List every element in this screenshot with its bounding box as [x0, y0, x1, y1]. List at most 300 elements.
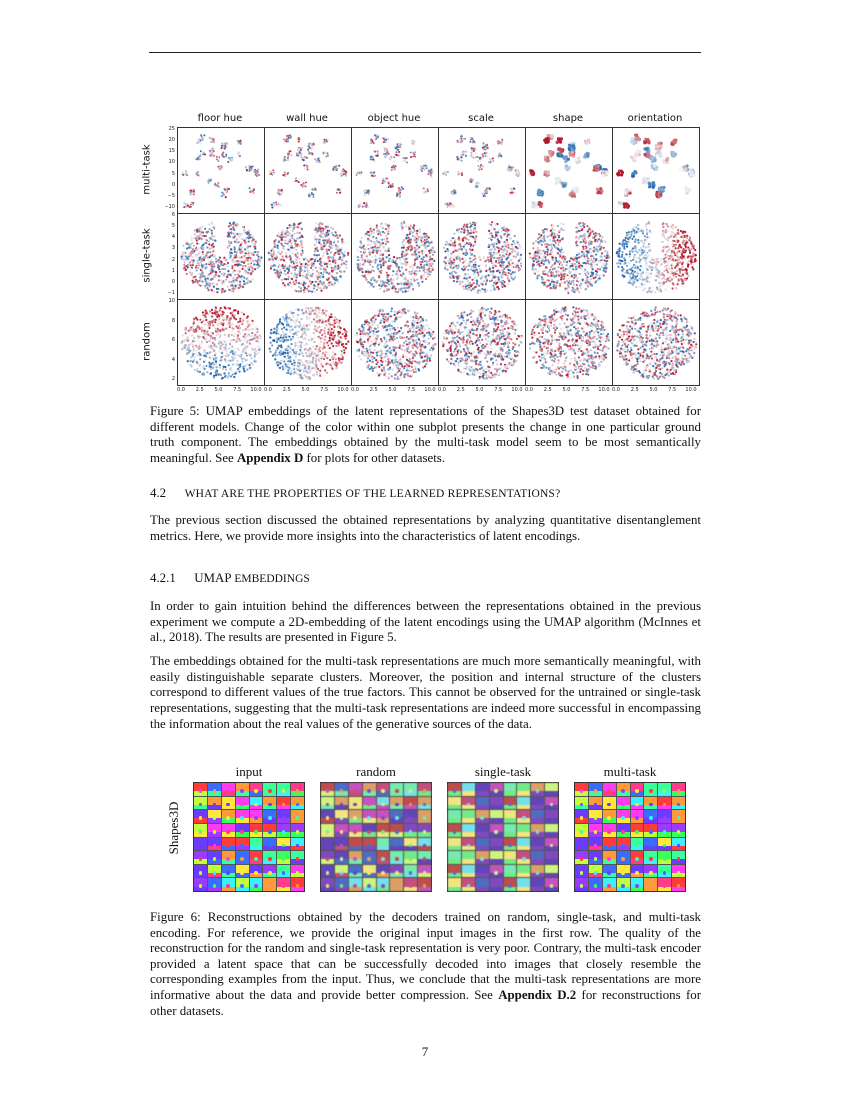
scatter-point: [315, 274, 317, 276]
scatter-point: [294, 269, 296, 271]
scatter-point: [571, 263, 573, 265]
scatter-point: [577, 156, 580, 159]
scatter-point: [327, 283, 329, 285]
scatter-point: [396, 192, 398, 194]
scatter-point: [183, 202, 185, 204]
scatter-point: [512, 271, 514, 273]
scatter-point: [458, 173, 460, 175]
scatter-point: [311, 193, 313, 195]
scatter-point: [374, 160, 376, 162]
scatter-point: [447, 254, 449, 256]
scatter-point: [303, 291, 305, 293]
scatter-point: [480, 277, 482, 279]
scatter-point: [432, 247, 434, 249]
scatter-point: [388, 288, 390, 290]
scatter-point: [464, 225, 466, 227]
scatter-point: [567, 290, 569, 292]
scatter-point: [483, 146, 485, 148]
scatter-point: [386, 148, 388, 150]
scatter-point: [378, 231, 380, 233]
scatter-point: [207, 282, 209, 284]
scatter-point: [213, 235, 215, 237]
scatter-point: [289, 224, 291, 226]
scatter-point: [364, 246, 366, 248]
column-title: scale: [468, 113, 494, 124]
scatter-point: [588, 260, 590, 262]
scatter-point: [225, 151, 227, 153]
scatter-point: [586, 279, 588, 281]
scatter-point: [224, 154, 226, 156]
scatter-point: [488, 252, 490, 254]
scatter-point: [397, 286, 399, 288]
scatter-point: [453, 272, 455, 274]
scatter-point: [214, 254, 216, 256]
scatter-point: [500, 275, 502, 277]
y-tick-label: 2: [171, 256, 175, 263]
scatter-point: [427, 241, 429, 243]
scatter-point: [403, 157, 405, 159]
scatter-point: [498, 250, 500, 252]
scatter-point: [601, 174, 604, 177]
scatter-point: [655, 147, 658, 150]
scatter-point: [498, 229, 500, 231]
scatter-point: [388, 186, 390, 188]
scatter-point: [446, 269, 448, 271]
scatter-point: [419, 228, 421, 230]
scatter-point: [419, 270, 421, 272]
scatter-point: [474, 286, 476, 288]
scatter-point: [416, 230, 418, 232]
scatter-point: [474, 257, 476, 259]
scatter-point: [369, 253, 371, 255]
scatter-point: [474, 261, 476, 263]
scatter-point: [194, 229, 196, 231]
scatter-point: [475, 152, 477, 154]
scatter-point: [332, 234, 334, 236]
scatter-point: [228, 245, 230, 247]
scatter-point: [453, 280, 455, 282]
scatter-point: [214, 240, 216, 242]
scatter-point: [301, 228, 303, 230]
scatter-point: [487, 256, 489, 258]
scatter-point: [416, 270, 418, 272]
scatter-point: [496, 270, 498, 272]
scatter-point: [234, 285, 236, 287]
scatter-point: [252, 244, 254, 246]
scatter-point: [474, 277, 476, 279]
scatter-point: [463, 231, 465, 233]
scatter-point: [211, 232, 213, 234]
scatter-point: [411, 253, 413, 255]
scatter-point: [488, 260, 490, 262]
scatter-point: [385, 154, 387, 156]
scatter-point: [367, 268, 369, 270]
scatter-point: [241, 275, 243, 277]
scatter-point: [345, 267, 347, 269]
scatter-point: [328, 245, 330, 247]
scatter-point: [196, 255, 198, 257]
scatter-point: [373, 229, 375, 231]
scatter-point: [312, 273, 314, 275]
scatter-point: [340, 270, 342, 272]
scatter-point: [195, 265, 197, 267]
scatter-point: [276, 265, 278, 267]
scatter-point: [323, 268, 325, 270]
scatter-point: [572, 146, 575, 149]
scatter-point: [307, 278, 309, 280]
scatter-point: [371, 175, 373, 177]
scatter-point: [239, 271, 241, 273]
scatter-point: [390, 279, 392, 281]
scatter-point: [405, 283, 407, 285]
scatter-point: [369, 244, 371, 246]
scatter-point: [601, 236, 603, 238]
scatter-point: [388, 259, 390, 261]
scatter-point: [217, 185, 219, 187]
scatter-point: [458, 237, 460, 239]
scatter-point: [380, 259, 382, 261]
scatter-point: [299, 247, 301, 249]
scatter-point: [406, 161, 408, 163]
scatter-point: [284, 273, 286, 275]
scatter-point: [238, 241, 240, 243]
scatter-point: [432, 254, 434, 256]
umap-panel: [438, 127, 526, 214]
scatter-point: [631, 141, 634, 144]
scatter-point: [307, 168, 309, 170]
scatter-point: [504, 233, 506, 235]
scatter-point: [247, 267, 249, 269]
scatter-point: [498, 153, 500, 155]
scatter-point: [452, 204, 454, 206]
scatter-point: [391, 169, 393, 171]
scatter-point: [330, 226, 332, 228]
scatter-point: [337, 280, 339, 282]
scatter-point: [357, 248, 359, 250]
scatter-point: [385, 240, 387, 242]
scatter-point: [238, 266, 240, 268]
scatter-point: [242, 277, 244, 279]
scatter-point: [473, 264, 475, 266]
scatter-point: [372, 266, 374, 268]
scatter-point: [194, 233, 196, 235]
scatter-point: [211, 283, 213, 285]
scatter-point: [472, 236, 474, 238]
scatter-point: [489, 249, 491, 251]
scatter-point: [278, 190, 280, 192]
scatter-point: [484, 280, 486, 282]
scatter-point: [457, 230, 459, 232]
scatter-point: [415, 273, 417, 275]
scatter-point: [556, 179, 559, 182]
scatter-point: [286, 243, 288, 245]
scatter-point: [517, 174, 519, 176]
scatter-point: [470, 252, 472, 254]
scatter-point: [387, 276, 389, 278]
scatter-point: [406, 234, 408, 236]
scatter-point: [236, 238, 238, 240]
scatter-point: [238, 275, 240, 277]
scatter-point: [320, 243, 322, 245]
scatter-point: [368, 260, 370, 262]
scatter-point: [209, 248, 211, 250]
scatter-point: [240, 244, 242, 246]
scatter-point: [186, 273, 188, 275]
scatter-point: [386, 237, 388, 239]
scatter-point: [603, 269, 605, 271]
scatter-point: [190, 274, 192, 276]
scatter-point: [190, 239, 192, 241]
scatter-point: [412, 152, 414, 154]
scatter-point: [314, 235, 316, 237]
scatter-point: [314, 259, 316, 261]
scatter-point: [594, 167, 597, 170]
scatter-point: [239, 257, 241, 259]
scatter-point: [508, 262, 510, 264]
scatter-point: [466, 242, 468, 244]
scatter-point: [464, 244, 466, 246]
scatter-point: [463, 138, 465, 140]
scatter-point: [462, 262, 464, 264]
scatter-point: [296, 232, 298, 234]
scatter-point: [257, 267, 259, 269]
scatter-point: [289, 150, 291, 152]
scatter-point: [230, 232, 232, 234]
scatter-point: [307, 269, 309, 271]
scatter-point: [519, 247, 521, 249]
scatter-point: [423, 264, 425, 266]
scatter-point: [204, 228, 206, 230]
scatter-point: [289, 281, 291, 283]
scatter-point: [287, 151, 289, 153]
scatter-point: [368, 251, 370, 253]
scatter-point: [506, 265, 508, 267]
scatter-point: [546, 254, 548, 256]
scatter-point: [291, 225, 293, 227]
scatter-point: [315, 267, 317, 269]
scatter-point: [208, 240, 210, 242]
scatter-point: [401, 262, 403, 264]
scatter-point: [326, 141, 328, 143]
scatter-point: [313, 262, 315, 264]
scatter-point: [466, 257, 468, 259]
scatter-point: [564, 273, 566, 275]
scatter-point: [512, 278, 514, 280]
scatter-point: [563, 184, 566, 187]
umap-panel: [525, 127, 613, 214]
scatter-point: [205, 242, 207, 244]
scatter-point: [255, 171, 257, 173]
scatter-point: [411, 248, 413, 250]
scatter-point: [478, 183, 480, 185]
umap-panel: [351, 127, 439, 214]
scatter-point: [202, 248, 204, 250]
y-tick-label: 15: [168, 148, 175, 155]
scatter-point: [576, 284, 578, 286]
scatter-point: [208, 223, 210, 225]
scatter-point: [379, 271, 381, 273]
scatter-point: [471, 246, 473, 248]
scatter-point: [501, 245, 503, 247]
scatter-point: [339, 192, 341, 194]
scatter-point: [192, 256, 194, 258]
scatter-point: [219, 257, 221, 259]
scatter-point: [303, 289, 305, 291]
scatter-point: [369, 264, 371, 266]
scatter-point: [425, 271, 427, 273]
scatter-point: [393, 256, 395, 258]
scatter-point: [656, 151, 659, 154]
scatter-point: [256, 254, 258, 256]
scatter-point: [548, 240, 550, 242]
scatter-point: [425, 190, 427, 192]
scatter-point: [338, 253, 340, 255]
scatter-point: [478, 265, 480, 267]
scatter-point: [233, 236, 235, 238]
scatter-point: [383, 178, 385, 180]
scatter-point: [294, 224, 296, 226]
scatter-point: [330, 273, 332, 275]
scatter-point: [391, 166, 393, 168]
scatter-point: [380, 234, 382, 236]
scatter-point: [616, 172, 619, 175]
scatter-point: [235, 260, 237, 262]
scatter-point: [192, 281, 194, 283]
scatter-point: [387, 228, 389, 230]
scatter-point: [366, 255, 368, 257]
scatter-point: [270, 253, 272, 255]
scatter-point: [193, 259, 195, 261]
scatter-point: [464, 284, 466, 286]
scatter-point: [497, 143, 499, 145]
umap-panel: [264, 127, 352, 214]
scatter-point: [422, 239, 424, 241]
scatter-point: [560, 278, 562, 280]
scatter-point: [638, 138, 641, 141]
scatter-point: [504, 250, 506, 252]
scatter-point: [331, 267, 333, 269]
scatter-point: [332, 169, 334, 171]
scatter-point: [557, 244, 559, 246]
scatter-point: [326, 233, 328, 235]
scatter-point: [452, 237, 454, 239]
umap-scatter: [178, 128, 265, 214]
scatter-point: [331, 257, 333, 259]
umap-scatter: [526, 214, 613, 300]
scatter-point: [284, 264, 286, 266]
scatter-point: [357, 259, 359, 261]
scatter-point: [409, 233, 411, 235]
scatter-point: [212, 239, 214, 241]
scatter-point: [229, 159, 231, 161]
scatter-point: [322, 255, 324, 257]
scatter-point: [546, 140, 549, 143]
scatter-point: [210, 137, 212, 139]
scatter-point: [511, 252, 513, 254]
scatter-point: [507, 282, 509, 284]
scatter-point: [238, 152, 240, 154]
scatter-point: [495, 231, 497, 233]
scatter-point: [401, 255, 403, 257]
scatter-point: [481, 283, 483, 285]
scatter-point: [284, 138, 286, 140]
scatter-point: [320, 265, 322, 267]
scatter-point: [289, 226, 291, 228]
scatter-point: [276, 256, 278, 258]
scatter-point: [195, 158, 197, 160]
scatter-point: [341, 263, 343, 265]
scatter-point: [228, 188, 230, 190]
scatter-point: [398, 266, 400, 268]
scatter-point: [208, 182, 210, 184]
scatter-point: [243, 280, 245, 282]
scatter-point: [467, 280, 469, 282]
column-title: wall hue: [286, 113, 328, 124]
scatter-point: [332, 228, 334, 230]
scatter-point: [252, 260, 254, 262]
scatter-point: [199, 277, 201, 279]
scatter-point: [538, 189, 541, 192]
scatter-point: [488, 230, 490, 232]
scatter-point: [386, 229, 388, 231]
scatter-point: [222, 152, 224, 154]
scatter-point: [185, 258, 187, 260]
scatter-point: [287, 283, 289, 285]
scatter-point: [300, 251, 302, 253]
scatter-point: [582, 238, 584, 240]
scatter-point: [655, 193, 658, 196]
scatter-point: [582, 259, 584, 261]
scatter-point: [221, 145, 223, 147]
scatter-point: [207, 277, 209, 279]
scatter-point: [294, 275, 296, 277]
scatter-point: [376, 136, 378, 138]
scatter-point: [481, 264, 483, 266]
scatter-point: [341, 247, 343, 249]
scatter-point: [573, 195, 576, 198]
scatter-point: [221, 192, 223, 194]
scatter-point: [375, 243, 377, 245]
scatter-point: [377, 268, 379, 270]
scatter-point: [462, 228, 464, 230]
scatter-point: [280, 269, 282, 271]
scatter-point: [245, 243, 247, 245]
umap-scatter: [265, 128, 352, 214]
scatter-point: [384, 255, 386, 257]
scatter-point: [560, 263, 562, 265]
scatter-point: [337, 247, 339, 249]
scatter-point: [221, 167, 223, 169]
scatter-point: [579, 273, 581, 275]
scatter-point: [470, 284, 472, 286]
scatter-point: [373, 270, 375, 272]
scatter-point: [416, 279, 418, 281]
scatter-point: [413, 247, 415, 249]
scatter-point: [390, 159, 392, 161]
scatter-point: [244, 231, 246, 233]
scatter-point: [431, 258, 433, 260]
scatter-point: [272, 255, 274, 257]
scatter-point: [258, 265, 260, 267]
scatter-point: [322, 276, 324, 278]
scatter-point: [357, 256, 359, 258]
scatter-point: [657, 142, 660, 145]
scatter-point: [296, 226, 298, 228]
scatter-point: [447, 171, 449, 173]
scatter-point: [398, 283, 400, 285]
scatter-point: [561, 149, 564, 152]
scatter-point: [510, 245, 512, 247]
